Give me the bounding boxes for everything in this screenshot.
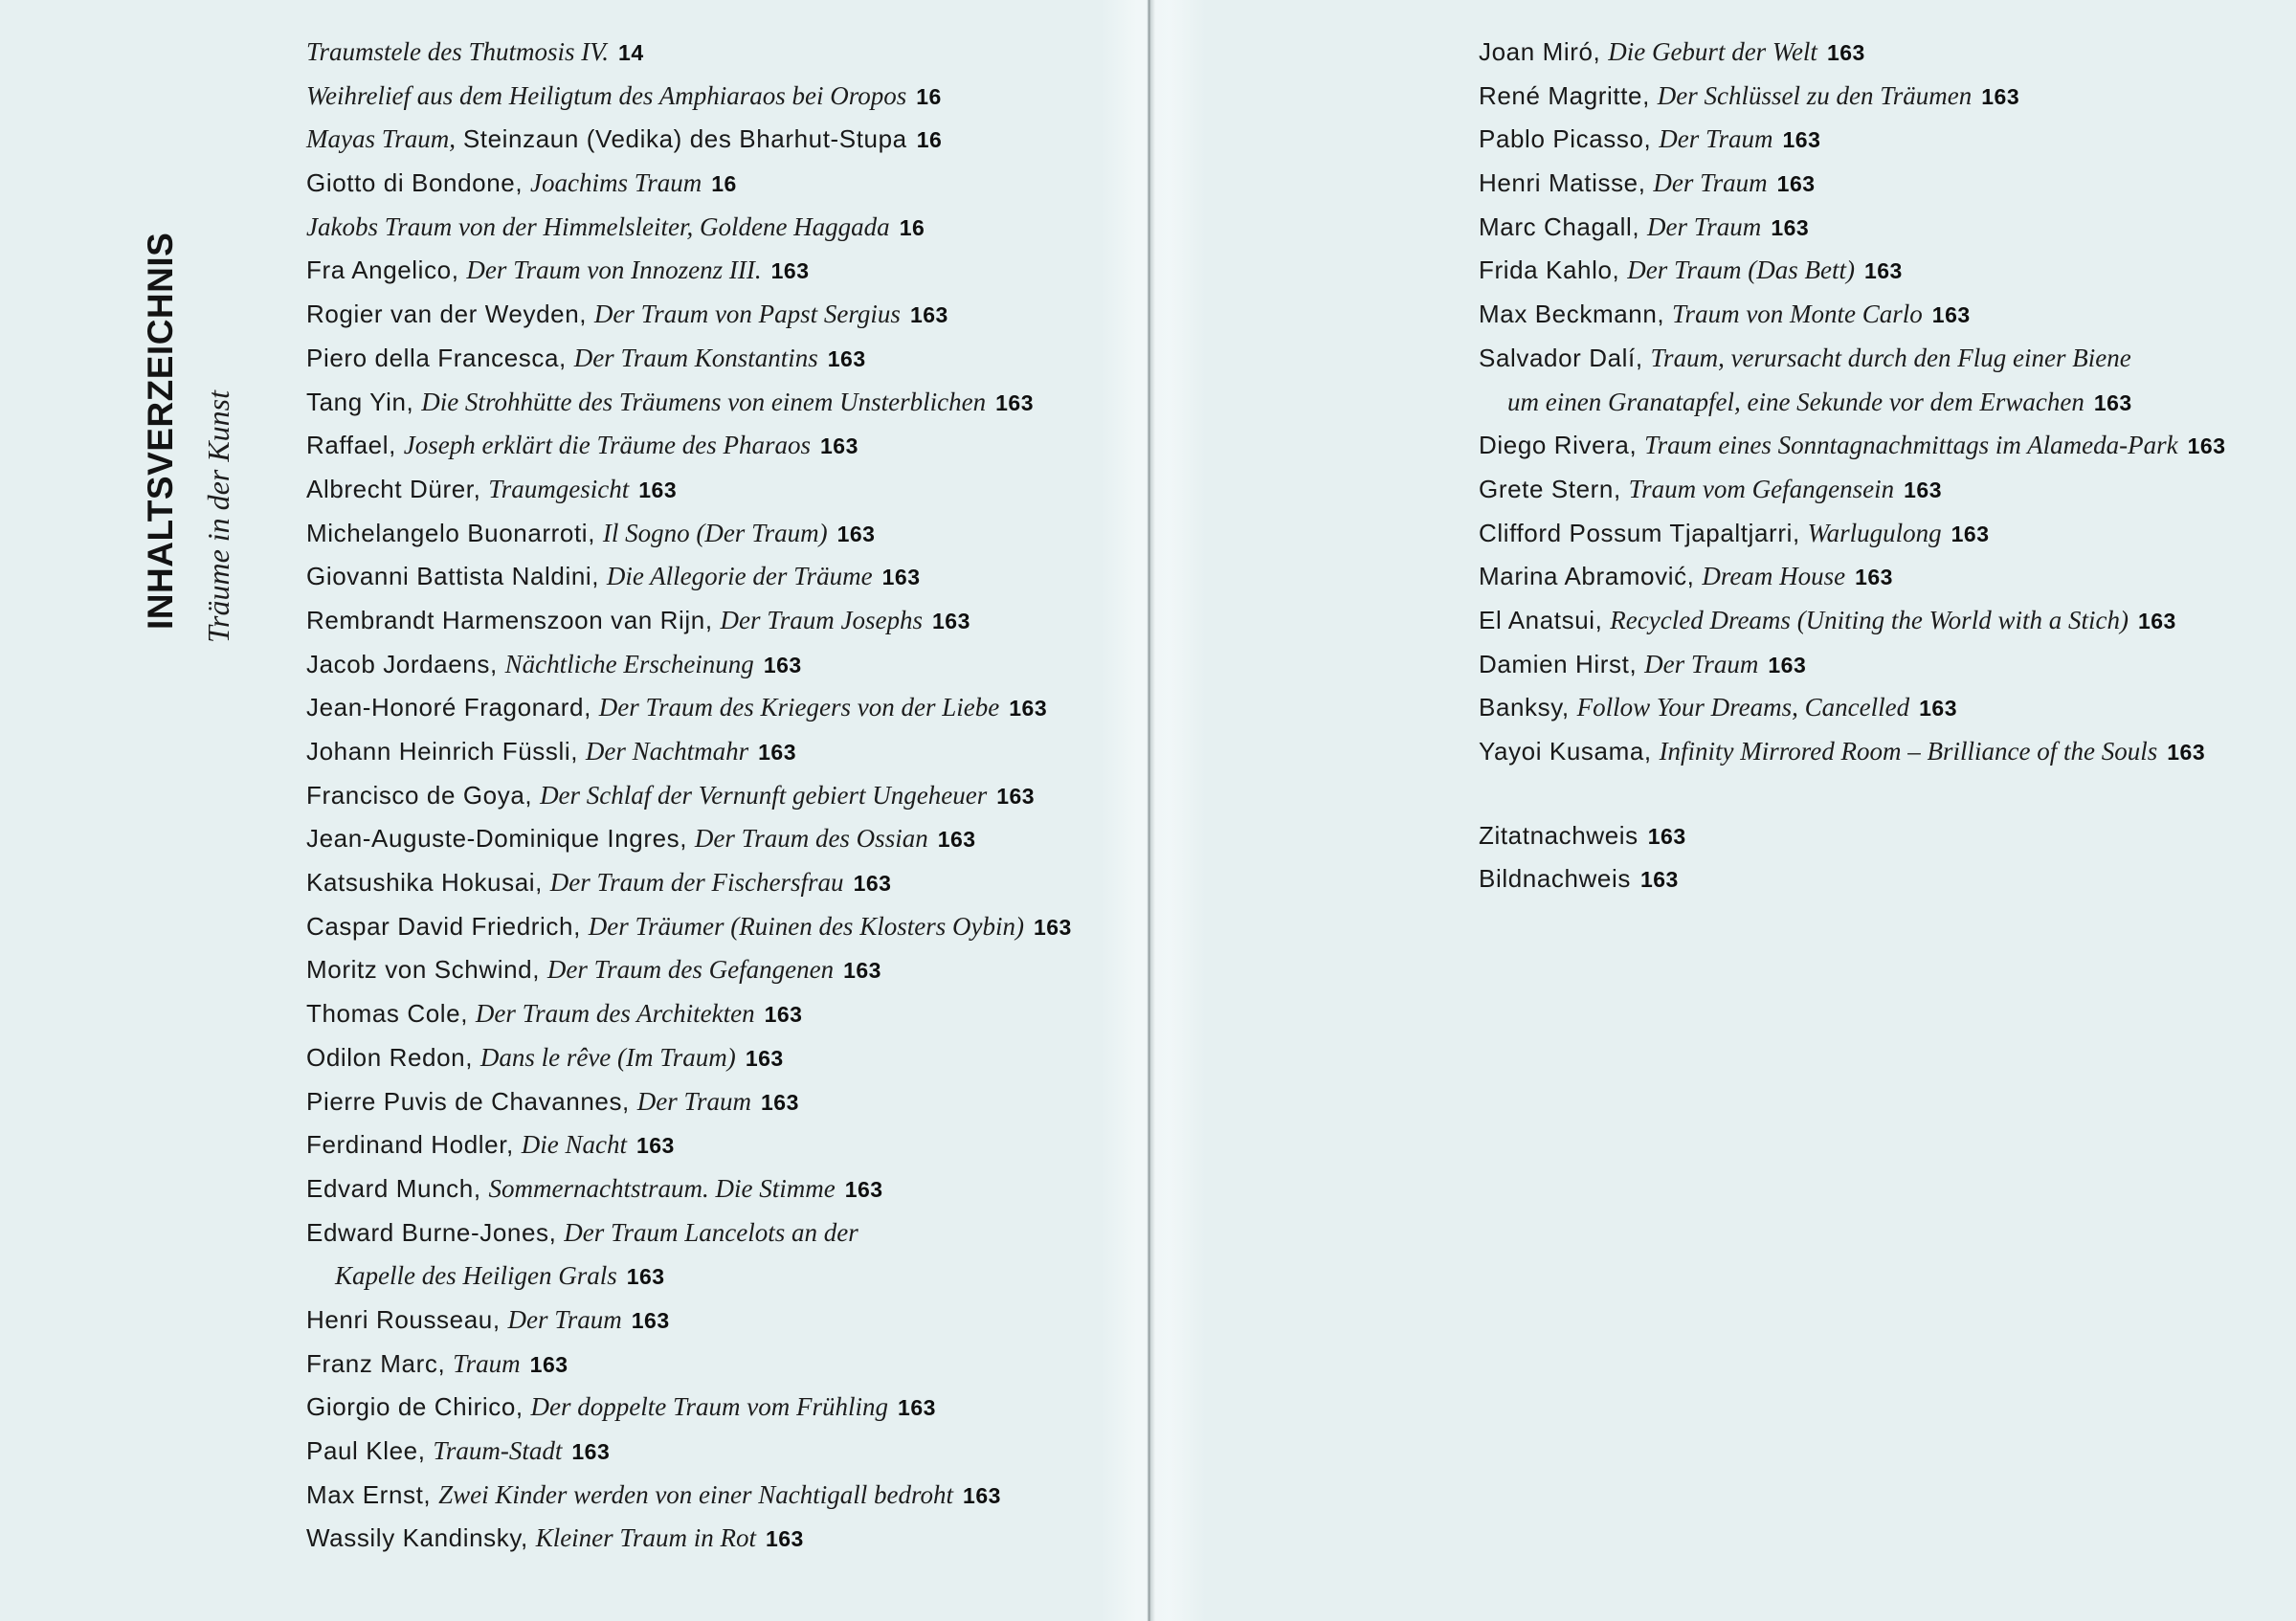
toc-entry (306, 428, 1072, 472)
work-title: Der Traum des Gefangenen (546, 955, 835, 985)
toc-entry (306, 1521, 1072, 1565)
artist-name: Edvard Munch, (306, 1173, 489, 1203)
artist-name: Johann Heinrich Füssli, (306, 737, 586, 766)
page-number: 163 (881, 565, 921, 590)
toc-entry (306, 516, 1072, 560)
artist-name: Yayoi Kusama, (1479, 737, 1660, 766)
artist-name: Francisco de Goya, (306, 780, 541, 810)
artist-name: Giorgio de Chirico, (306, 1392, 531, 1422)
artist-name: Henri Rousseau, (306, 1304, 508, 1334)
toc-entry (1479, 78, 2225, 122)
toc-entry (306, 78, 1072, 122)
artist-name: Wassily Kandinsky, (306, 1523, 536, 1553)
toc-entry (306, 472, 1072, 516)
work-title: Der Traum (1653, 168, 1768, 198)
toc-entry (306, 647, 1072, 691)
toc-entry (1479, 472, 2225, 516)
artist-name: Steinzaun (Vedika) des Bharhut-Stupa (456, 124, 907, 154)
table-of-contents-vertical-title: INHALTSVERZEICHNIS (141, 232, 180, 630)
work-title: um einen Granatapfel, eine Sekunde vor dem Erwachen (1507, 387, 2084, 416)
work-title: Der Nachtmahr (585, 737, 749, 766)
work-title: Der Traum (1647, 211, 1762, 241)
artist-name: El Anatsui, (1479, 605, 1611, 634)
work-title: Traum von Monte Carlo (1672, 300, 1923, 329)
toc-entry (306, 341, 1072, 385)
artist-name: Tang Yin, (306, 387, 422, 416)
page-number: 163 (1782, 127, 1821, 153)
work-title: Il Sogno (Der Traum) (602, 518, 828, 547)
artist-name: Franz Marc, (306, 1348, 454, 1378)
artist-name: Salvador Dalí, (1479, 343, 1651, 372)
artist-name: Ferdinand Hodler, (306, 1130, 522, 1160)
work-title: Traum (453, 1348, 521, 1378)
work-title: Der Traum (1659, 124, 1773, 154)
artist-name: Jean-Honoré Fragonard, (306, 693, 599, 722)
work-title: Der Traum Konstantins (573, 343, 818, 372)
page-number: 163 (844, 1176, 883, 1202)
page-number: 163 (631, 1307, 670, 1333)
artist-name: Banksy, (1479, 693, 1577, 722)
artist-name: Thomas Cole, (306, 999, 476, 1029)
artist-name: Marc Chagall, (1479, 211, 1648, 241)
work-title: Mayas Traum, (306, 124, 457, 154)
page-number: 163 (1776, 171, 1816, 197)
toc-entry (306, 1171, 1072, 1215)
toc-entry (1479, 341, 2225, 385)
page-number: 163 (2137, 608, 2176, 633)
artist-name: Rogier van der Weyden, (306, 300, 594, 329)
work-title: Weihrelief aus dem Heiligtum des Amphiaraos bei Oropos (306, 80, 907, 110)
artist-name: Pablo Picasso, (1479, 124, 1660, 154)
work-title: Der Traum von Papst Sergius (593, 300, 901, 329)
toc-entry (1479, 734, 2225, 778)
artist-name: Damien Hirst, (1479, 649, 1645, 678)
artist-name: Caspar David Friedrich, (306, 911, 589, 941)
artist-name: Michelangelo Buonarroti, (306, 518, 603, 547)
toc-entry (306, 34, 1072, 78)
page-number: 163 (1639, 867, 1679, 893)
page-number: 163 (1855, 565, 1893, 590)
work-title: Traum-Stadt (433, 1436, 563, 1465)
toc-entry (306, 1215, 1072, 1259)
page-fold-divider (1101, 0, 1206, 1621)
toc-entry (306, 909, 1072, 953)
artist-name: Max Ernst, (306, 1479, 439, 1509)
work-title: Der Traum des Architekten (475, 999, 755, 1029)
page-number: 163 (996, 783, 1036, 809)
work-title: Kleiner Traum in Rot (535, 1523, 756, 1553)
work-title: Sommernachtstraum. Die Stimme (488, 1173, 836, 1203)
work-title: Die Allegorie der Träume (606, 562, 873, 591)
work-title: Der Schlüssel zu den Träumen (1657, 80, 1973, 110)
toc-entry (1479, 166, 2225, 210)
toc-entry (306, 1302, 1072, 1346)
artist-name: Pierre Puvis de Chavannes, (306, 1086, 637, 1116)
toc-entry (306, 210, 1072, 254)
toc-entry (1479, 516, 2225, 560)
artist-name: Zitatnachweis (1479, 820, 1638, 850)
toc-entry (306, 1389, 1072, 1433)
page-number: 16 (899, 214, 925, 240)
page-number: 163 (529, 1351, 568, 1377)
artist-name: Joan Miró, (1479, 37, 1609, 66)
left-entries (306, 34, 1072, 1565)
toc-entry (306, 1433, 1072, 1477)
work-title: Der Traum Josephs (720, 605, 924, 634)
toc-entry (306, 1258, 1072, 1302)
page-number: 163 (626, 1264, 665, 1290)
page-number: 163 (1904, 477, 1942, 502)
page-number: 163 (571, 1439, 611, 1464)
work-title: Der Traum (1644, 649, 1759, 678)
artist-name: Diego Rivera, (1479, 431, 1645, 460)
page-number: 163 (1009, 696, 1048, 722)
page-number: 163 (898, 1395, 936, 1421)
page-number: 16 (916, 127, 943, 153)
toc-entry (306, 734, 1072, 778)
page-number: 163 (745, 1045, 784, 1071)
artist-name: Albrecht Dürer, (306, 474, 489, 503)
toc-entry (1479, 210, 2225, 254)
artist-name: Clifford Possum Tjapaltjarri, (1479, 518, 1808, 547)
work-title: Infinity Mirrored Room – Brilliance of the Souls (1659, 737, 2158, 766)
page-number: 163 (827, 345, 866, 371)
toc-entry (306, 385, 1072, 429)
toc-entry (306, 1040, 1072, 1084)
page-number: 163 (1768, 652, 1807, 677)
work-title: Traum, verursacht durch den Flug einer Biene (1650, 343, 2131, 372)
page-number: 163 (770, 258, 810, 284)
toc-entry (306, 1127, 1072, 1171)
page-number: 163 (1771, 214, 1810, 240)
artist-name: Katsushika Hokusai, (306, 868, 550, 898)
artist-name: Rembrandt Harmenszoon van Rijn, (306, 605, 721, 634)
work-title: Der Traum (Das Bett) (1627, 255, 1855, 285)
artist-name: Bildnachweis (1479, 864, 1631, 894)
work-title: Recycled Dreams (Uniting the World with a Stich) (1610, 605, 2129, 634)
artist-name: Grete Stern, (1479, 474, 1629, 503)
page-number: 163 (2167, 740, 2206, 765)
work-title: Traum eines Sonntagnachmittags im Alameda-Park (1644, 431, 2178, 460)
toc-entry (1479, 34, 2225, 78)
artist-name: Frida Kahlo, (1479, 255, 1628, 285)
toc-entry (1479, 818, 2225, 862)
work-title: Der Traum des Kriegers von der Liebe (598, 693, 1000, 722)
page-number: 163 (765, 1526, 804, 1552)
artist-name: Jacob Jordaens, (306, 649, 505, 678)
work-title: Die Strohhütte des Träumens von einem Unsterblichen (421, 387, 987, 416)
work-title: Der Traum (507, 1304, 622, 1334)
toc-entry (306, 952, 1072, 996)
toc-entry (306, 166, 1072, 210)
page-number: 163 (937, 827, 976, 853)
toc-entry (306, 297, 1072, 341)
work-title: Dream House (1702, 562, 1846, 591)
work-title: Warlugulong (1807, 518, 1942, 547)
page-number: 163 (635, 1133, 675, 1159)
work-title: Traumstele des Thutmosis IV. (306, 37, 610, 66)
work-title: Der Traum des Ossian (694, 824, 928, 854)
toc-entry (1479, 690, 2225, 734)
page-number: 163 (843, 958, 881, 984)
toc-entry (1479, 253, 2225, 297)
artist-name: Giotto di Bondone, (306, 168, 530, 198)
work-title: Zwei Kinder werden von einer Nachtigall bedroht (438, 1479, 954, 1509)
artist-name: Jean-Auguste-Dominique Ingres, (306, 824, 695, 854)
page-number: 163 (853, 871, 892, 897)
page-number: 163 (2187, 433, 2226, 459)
page-number: 163 (1919, 696, 1957, 722)
page-number: 163 (995, 389, 1034, 415)
page-number: 16 (916, 83, 942, 109)
page-number: 163 (761, 1089, 799, 1115)
chapter-vertical-subtitle: Träume in der Kunst (201, 389, 235, 643)
toc-entry (306, 559, 1072, 603)
artist-name: Odilon Redon, (306, 1042, 480, 1072)
page-number: 163 (1931, 302, 1971, 328)
toc-entry (1479, 385, 2225, 429)
toc-entry (306, 690, 1072, 734)
toc-entry (1479, 603, 2225, 647)
artist-name: Raffael, (306, 431, 404, 460)
work-title: Dans le rêve (Im Traum) (479, 1042, 736, 1072)
work-title: Der Traum Lancelots an der (564, 1217, 858, 1247)
page-number: 163 (819, 433, 858, 459)
work-title: Der Träumer (Ruinen des Klosters Oybin) (588, 911, 1024, 941)
toc-entry (306, 122, 1072, 166)
artist-name: Edward Burne-Jones, (306, 1217, 565, 1247)
artist-name: Giovanni Battista Naldini, (306, 562, 607, 591)
toc-entry (1479, 861, 2225, 905)
work-title: Joseph erklärt die Träume des Pharaos (403, 431, 811, 460)
page-number: 163 (932, 608, 970, 633)
page-number: 163 (763, 652, 802, 677)
page-number: 163 (758, 740, 796, 765)
page-number: 163 (2093, 389, 2132, 415)
work-title: Der Traum (636, 1086, 751, 1116)
page-number: 163 (836, 521, 876, 546)
artist-name: Moritz von Schwind, (306, 955, 547, 985)
toc-entry (306, 253, 1072, 297)
work-title: Joachims Traum (530, 168, 702, 198)
work-title: Nächtliche Erscheinung (504, 649, 754, 678)
artist-name: Max Beckmann, (1479, 300, 1673, 329)
work-title: Jakobs Traum von der Himmelsleiter, Goldene Haggada (306, 211, 890, 241)
right-entries (1479, 34, 2225, 905)
page-number: 163 (963, 1482, 1001, 1508)
page-number: 163 (764, 1002, 803, 1028)
work-title: Der Schlaf der Vernunft gebiert Ungeheuer (540, 780, 988, 810)
toc-entry (306, 1084, 1072, 1128)
toc-entry (306, 603, 1072, 647)
toc-entry (1479, 428, 2225, 472)
artist-name: Marina Abramović, (1479, 562, 1703, 591)
work-title: Traum vom Gefangensein (1628, 474, 1895, 503)
work-title: Kapelle des Heiligen Grals (335, 1261, 617, 1291)
work-title: Traumgesicht (488, 474, 630, 503)
toc-entry (1479, 559, 2225, 603)
work-title: Follow Your Dreams, Cancelled (1576, 693, 1910, 722)
work-title: Der Traum der Fischersfrau (549, 868, 844, 898)
work-title: Der doppelte Traum vom Frühling (530, 1392, 889, 1422)
toc-entry (306, 778, 1072, 822)
toc-entry (306, 996, 1072, 1040)
toc-entry (306, 821, 1072, 865)
toc-entry (1479, 647, 2225, 691)
page-number: 163 (909, 302, 948, 328)
artist-name: Henri Matisse, (1479, 168, 1654, 198)
toc-entry (306, 1346, 1072, 1390)
work-title: Die Nacht (521, 1130, 627, 1160)
page-number: 16 (711, 171, 737, 197)
toc-entry (1479, 122, 2225, 166)
page-number: 163 (638, 477, 678, 502)
page-number: 163 (1033, 914, 1072, 940)
toc-entry (306, 865, 1072, 909)
work-title: Die Geburt der Welt (1608, 37, 1817, 66)
page-number: 163 (1981, 83, 2020, 109)
page-number: 14 (618, 40, 644, 65)
artist-name: Piero della Francesca, (306, 343, 574, 372)
page-number: 163 (1647, 823, 1686, 849)
page-number: 163 (1950, 521, 1990, 546)
toc-entry (306, 1477, 1072, 1521)
page-number: 163 (1863, 258, 1903, 284)
artist-name: René Magritte, (1479, 80, 1658, 110)
work-title: Der Traum von Innozenz III. (466, 255, 762, 285)
artist-name: Paul Klee, (306, 1436, 434, 1465)
artist-name: Fra Angelico, (306, 255, 467, 285)
toc-entry (1479, 297, 2225, 341)
page-number: 163 (1826, 40, 1865, 65)
